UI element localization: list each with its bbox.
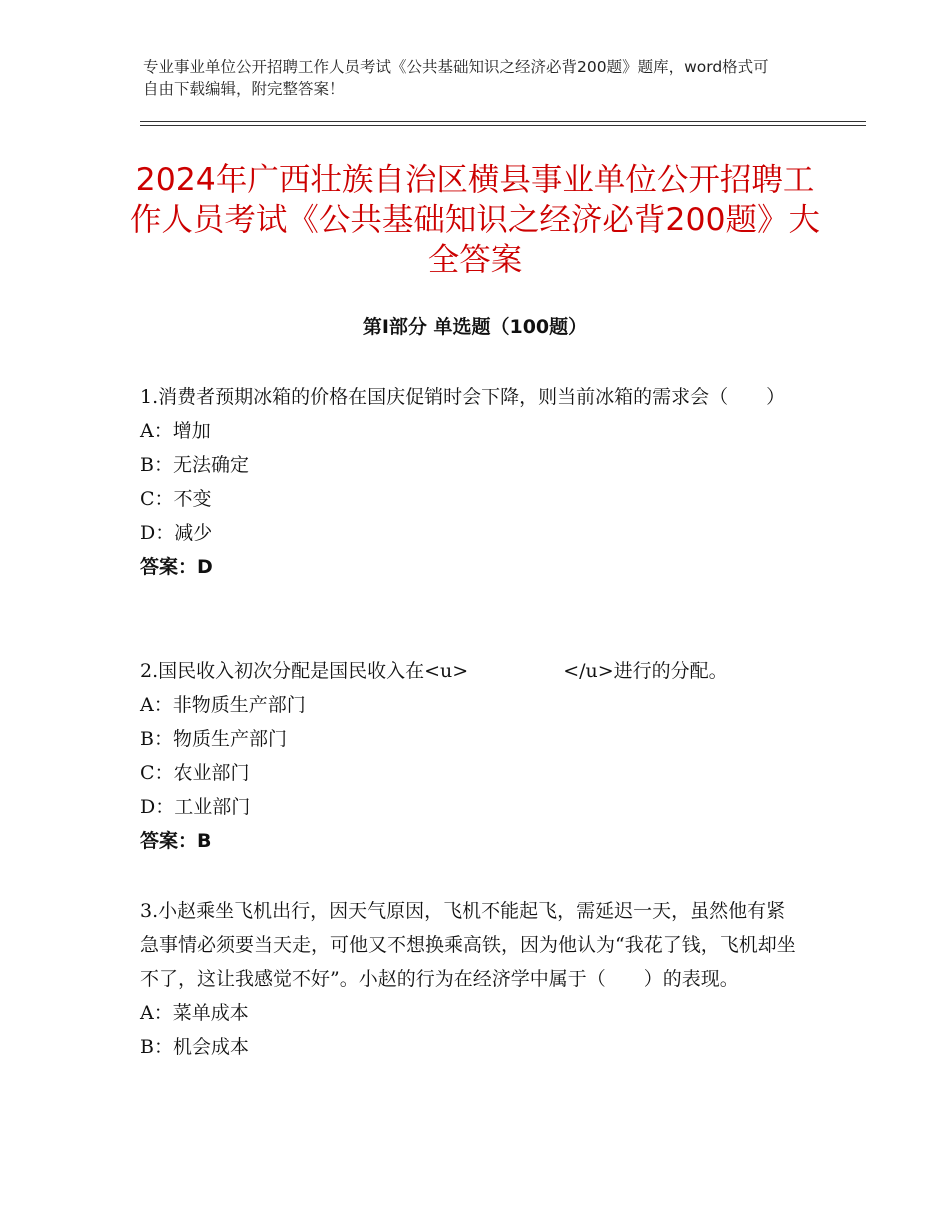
option-a: A：非物质生产部门	[140, 694, 306, 716]
answer-line: 答案：B	[140, 830, 212, 852]
question-stem: 3.小赵乘坐飞机出行，因天气原因，飞机不能起飞，需延迟一天，虽然他有紧急事情必须要当天走，可他又不想换乘高铁，因为他认为“我花了钱，飞机却坐不了，这让我感觉不好”。小赵的行为在经济学中属于（ ）的表现。	[140, 900, 796, 990]
header-divider	[140, 121, 866, 122]
section-heading: 第I部分 单选题（100题）	[362, 316, 588, 338]
question-2	[140, 654, 800, 858]
option-c: C：农业部门	[140, 762, 250, 784]
option-d: D：减少	[140, 522, 213, 544]
question-3	[140, 894, 800, 1064]
question-stem: 1.消费者预期冰箱的价格在国庆促销时会下降，则当前冰箱的需求会（ ）	[140, 386, 786, 408]
option-a: A：增加	[140, 420, 211, 442]
option-b: B：无法确定	[140, 454, 249, 476]
option-b: B：物质生产部门	[140, 728, 287, 750]
question-stem: 2.国民收入初次分配是国民收入在<u> </u>进行的分配。	[140, 660, 728, 682]
question-1	[140, 380, 800, 584]
option-c: C：不变	[140, 488, 212, 510]
page-title: 2024年广西壮族自治区横县事业单位公开招聘工作人员考试《公共基础知识之经济必背200题》大全答案	[129, 162, 821, 278]
option-a: A：菜单成本	[140, 1002, 249, 1024]
header-note: 专业事业单位公开招聘工作人员考试《公共基础知识之经济必背200题》题库，word格式可自由下载编辑，附完整答案！	[143, 58, 769, 98]
option-d: D：工业部门	[140, 796, 251, 818]
option-b: B：机会成本	[140, 1036, 249, 1058]
header-divider-secondary	[140, 125, 866, 126]
answer-line: 答案：D	[140, 556, 213, 578]
